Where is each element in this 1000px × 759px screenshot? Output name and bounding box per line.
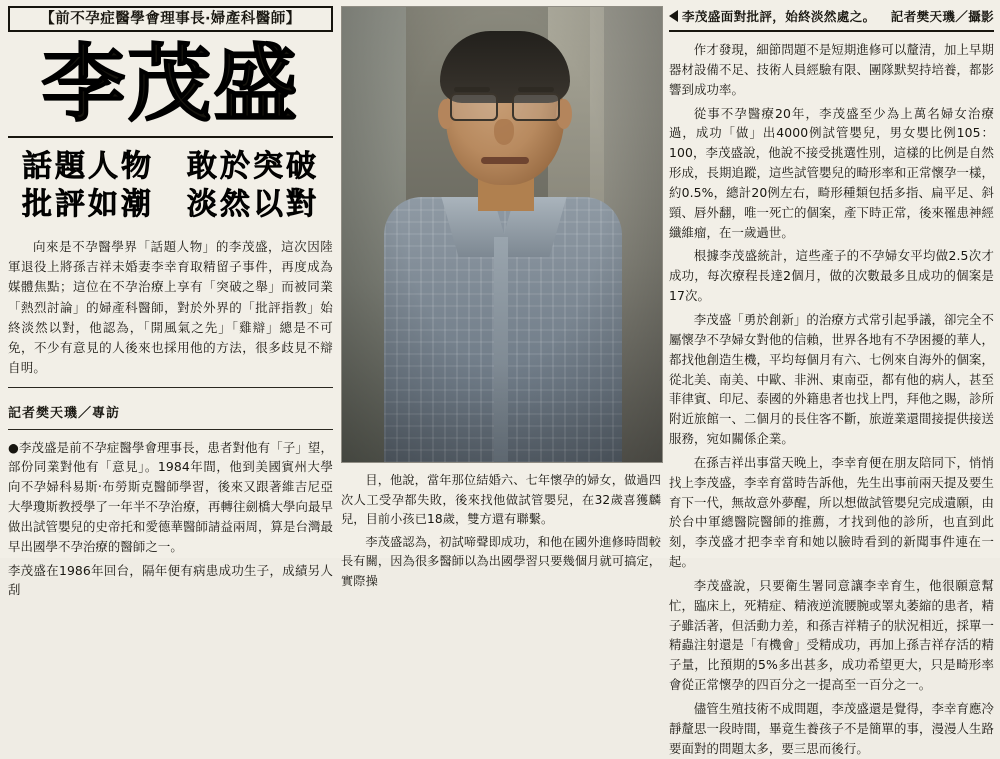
middle-column: [341, 6, 661, 588]
photographer-credit: 記者樊天璣／攝影: [890, 9, 994, 24]
paragraph: 李茂盛在1986年回台，隔年便有病患成功生子，成績另人刮: [8, 562, 333, 598]
paragraph: 作才發現，細節問題不是短期進修可以釐清，加上早期器材設備不足、技術人員經驗有限、團隊默契持培養，都影響到成功率。: [669, 42, 994, 97]
byline-divider: [8, 429, 333, 430]
paragraph: 李茂盛認為，初試啼聲即成功，和他在國外進修時間較長有關，因為很多醫師以為出國學習只要幾個月就可搞定，實際操: [341, 534, 661, 588]
paragraph: 從事不孕醫療20年，李茂盛至少為上萬名婦女治療過，成功「做」出4000例試管嬰兒，男女嬰比例105：100，李茂盛說，他說不接受挑選性別，這樣的比例是自然形成，長期追蹤，這些試管嬰兒的畸形率和正常懷孕一樣，約0.5%，總計20例左右，畸形種類包括多指、扁平足、斜頸、唇外翻，唯一死亡的個案，產下時正常，後來罹患神經纖維瘤，在一歲過世。: [669, 105, 994, 240]
article-lead: 向來是不孕醫學界「話題人物」的李茂盛，這次因陸軍退役上將孫吉祥未婚妻李幸育取精留子事件，再度成為媒體焦點；這位在不孕治療上享有「突破之舉」而被同業「熱烈討論」的婦產科醫師，對於外界的「批評指教」始終淡然以對，他認為，「開風氣之先」「雞辯」總是不可免，不少有意見的人後來也採用他的方法，很多歧見不辯自明。: [8, 238, 333, 376]
triangle-icon: [669, 10, 678, 22]
paragraph: ●李茂盛是前不孕症醫學會理事長，患者對他有「子」望，部份同業對他有「意見」。1984年間，他到美國賓州大學向不孕婦科易斯‧布勞斯克醫師學習，後來又跟著維吉尼亞大學瓊斯教授學了一年半不孕治療，再轉往劍橋大學向最早做出試管嬰兒的史帝托和愛德華醫師請益兩周，算是台灣最早出國學不孕治療的醫師之一。: [8, 439, 333, 554]
photo-credit-bar: [669, 6, 994, 26]
paragraph: 李茂盛「勇於創新」的治療方式常引起爭議，卻完全不屬懷孕不孕婦女對他的信賴，世界各地有不孕困擾的華人，都找他創造生機，平均每個月有六、七例來自海外的個案，從北美、南美、中歐、非洲、東南亞，都有他的病人，甚至菲律賓、印尼、泰國的外籍患者也找上門，拜他之賜，診所附近旅館一、二個月的長住客不斷，旅遊業還間接提供接送服務，宛如關係企業。: [669, 311, 994, 447]
byline: 記者樊天璣／專訪: [8, 405, 121, 421]
subheadline-2: 批評如潮 淡然以對: [22, 187, 319, 223]
paragraph: 根據李茂盛統計，這些產子的不孕婦女平均做2.5次才成功，每次療程長達2個月，做的次數最多且成功的個案是17次。: [669, 248, 994, 304]
left-body-text: [8, 438, 333, 601]
portrait-photo: [341, 6, 663, 463]
paragraph: 儘管生殖技術不成問題，李茂盛還是覺得，李幸育應冷靜釐思一段時間，畢竟生養孩子不是簡單的事，漫漫人生路要面對的問題太多，要三思而後行。: [669, 701, 994, 756]
photo-continued-text: [341, 471, 661, 591]
article-kicker: 【前不孕症醫學會理事長‧婦產科醫師】: [8, 6, 333, 32]
page-title: 李茂盛: [41, 35, 300, 133]
subheadline-group: [8, 148, 333, 225]
lead-divider: [8, 387, 333, 388]
credit-divider: [669, 30, 994, 32]
left-column: [8, 6, 333, 598]
photo-vignette: [342, 7, 662, 462]
paragraph: 李茂盛說，只要衛生署同意讓李幸育生，他很願意幫忙，臨床上，死精症、精液逆流腰腕或睪丸萎縮的患者，精子雖活著，但活動力差，和孫吉祥精子的狀況相近，採單一精蟲注射還是「有機會」受精成功，再加上孫吉祥存活的精子量，比預期的5%多出甚多，成功希望更大，只是畸形率會從正常懷孕的四百分之一提高至一百分之一。: [669, 577, 994, 693]
right-body-text: [669, 40, 994, 759]
paragraph: 在孫吉祥出事當天晚上，李幸育便在朋友陪同下，悄悄找上李茂盛，李幸育當時告訴他，先生出事前兩天提及要生育下一代，無故意外夢醒，所以想做試管嬰兒完成遺願，由於台中軍總醫院醫師的推薦，才找到他的診所，也直到此刻，李茂盛才把李幸育和她以臉時看到的新聞事件連在一起。: [669, 454, 994, 570]
right-column: [669, 6, 994, 756]
photo-caption: 李茂盛面對批評，始終淡然處之。: [682, 9, 876, 24]
photo-caption-wrap: [669, 7, 876, 25]
headline-divider: [8, 136, 333, 138]
subheadline-1: 話題人物 敢於突破: [22, 149, 319, 184]
paragraph: 目，他說，當年那位結婚六、七年懷孕的婦女，做過四次人工受孕都失敗，後來找他做試管嬰兒，在32歲喜獲麟兒，目前小孩已18歲，雙方還有聯繫。: [341, 473, 661, 527]
